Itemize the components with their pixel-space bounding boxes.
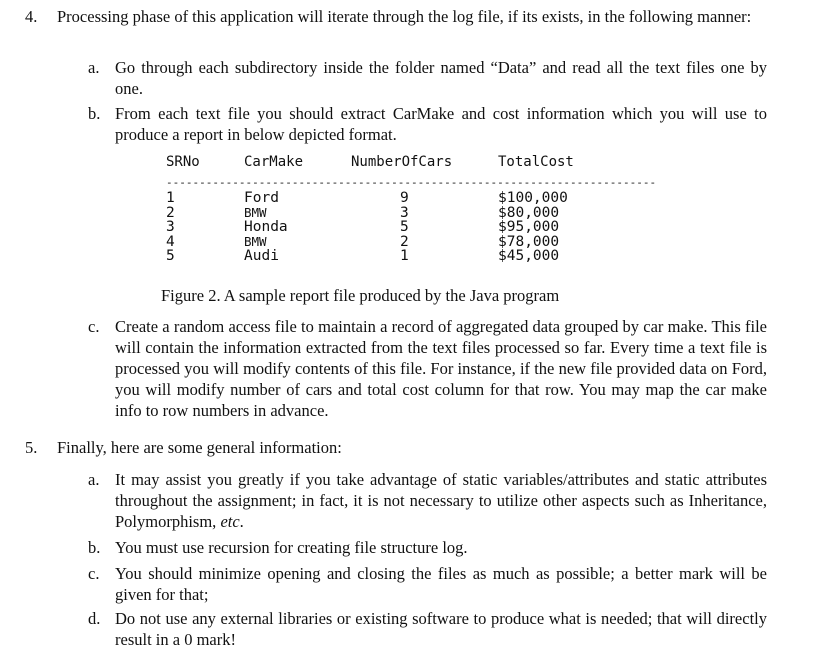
table-cell: BMW [244, 204, 267, 220]
table-cell: 9 [400, 190, 409, 206]
item-4c [88, 316, 770, 422]
sample-report [160, 153, 657, 288]
item-5d-text: Do not use any external libraries or existing software to produce what is needed; that will directly result in a 0 mark! [115, 609, 767, 649]
item-5c-text: You should minimize opening and closing the files as much as possible; a better mark will be given for that; [115, 564, 767, 604]
table-cell: 1 [400, 248, 409, 264]
table-cell: 2 [400, 233, 409, 250]
item-4-number: 4. [25, 7, 38, 26]
item-4a-text: Go through each subdirectory inside the folder named “Data” and read all the text files one by one. [115, 58, 767, 98]
item-5b [88, 537, 770, 559]
item-4c-label: c. [88, 317, 100, 336]
header-numberofcars: NumberOfCars [351, 154, 453, 170]
item-4b-text: From each text file you should extract CarMake and cost information which you will use to produce a report in below depicted format. [115, 104, 767, 144]
item-4b-label: b. [88, 104, 101, 123]
table-cell: 1 [166, 190, 175, 206]
item-4b [88, 103, 770, 147]
table-cell: 5 [400, 219, 409, 235]
item-4a [88, 57, 770, 101]
table-cell: 2 [166, 204, 175, 221]
header-srno: SRNo [166, 154, 200, 170]
item-4a-label: a. [88, 58, 100, 77]
table-cell: $78,000 [498, 233, 560, 250]
table-cell: 3 [166, 219, 175, 235]
item-4 [25, 6, 770, 50]
table-cell: $95,000 [498, 219, 560, 235]
table-cell: 3 [400, 204, 409, 221]
table-cell: Honda [244, 219, 288, 235]
table-cell: 4 [166, 233, 175, 250]
item-4c-text: Create a random access file to maintain a record of aggregated data grouped by car make. This file will contain the information extracted from the text files processed so far. Every time a text file is processed you will modify contents of this file. For instance, if the new file provided data on Ford, you will modify number of cars and total cost column for that row. You may map the car make info to row numbers in advance. [115, 317, 767, 420]
header-totalcost: TotalCost [498, 154, 574, 170]
item-5c-label: c. [88, 564, 100, 583]
item-5 [25, 437, 770, 459]
table-cell: Ford [244, 190, 279, 206]
item-5-text: Finally, here are some general information: [57, 438, 342, 457]
figure-caption: Figure 2. A sample report file produced by the Java program [161, 286, 560, 305]
header-carmake: CarMake [244, 154, 304, 170]
item-5b-label: b. [88, 538, 101, 557]
item-5a-text-italic: etc [220, 512, 240, 531]
item-5b-text: You must use recursion for creating file structure log. [115, 538, 468, 557]
item-5a [88, 469, 770, 533]
report-separator: -------------------------------------------------------------------------- [166, 176, 657, 189]
item-5c [88, 563, 770, 607]
item-5-number: 5. [25, 438, 38, 457]
item-5a-label: a. [88, 470, 100, 489]
item-4-text: Processing phase of this application will iterate through the log file, if its exists, in the following manner: [57, 7, 752, 26]
column-totalcost [498, 191, 568, 264]
column-carmake [244, 191, 288, 264]
item-5a-text [115, 469, 767, 532]
item-5a-text-end: . [239, 512, 244, 531]
table-cell: 5 [166, 248, 175, 264]
table-cell: $80,000 [498, 204, 560, 221]
item-5a-text-main: It may assist you greatly if you take advantage of static variables/attributes and static attributes throughout the assignment; in fact, it is not necessary to utilize other aspects such as Inheritance, Polymorphism, [115, 470, 767, 531]
item-5d [88, 608, 770, 652]
table-cell: $100,000 [498, 190, 568, 206]
table-cell: BMW [244, 233, 267, 249]
column-numberofcars [400, 191, 409, 264]
item-5d-label: d. [88, 609, 101, 628]
table-cell: Audi [244, 248, 279, 264]
table-cell: $45,000 [498, 248, 560, 264]
column-srno [166, 191, 175, 264]
